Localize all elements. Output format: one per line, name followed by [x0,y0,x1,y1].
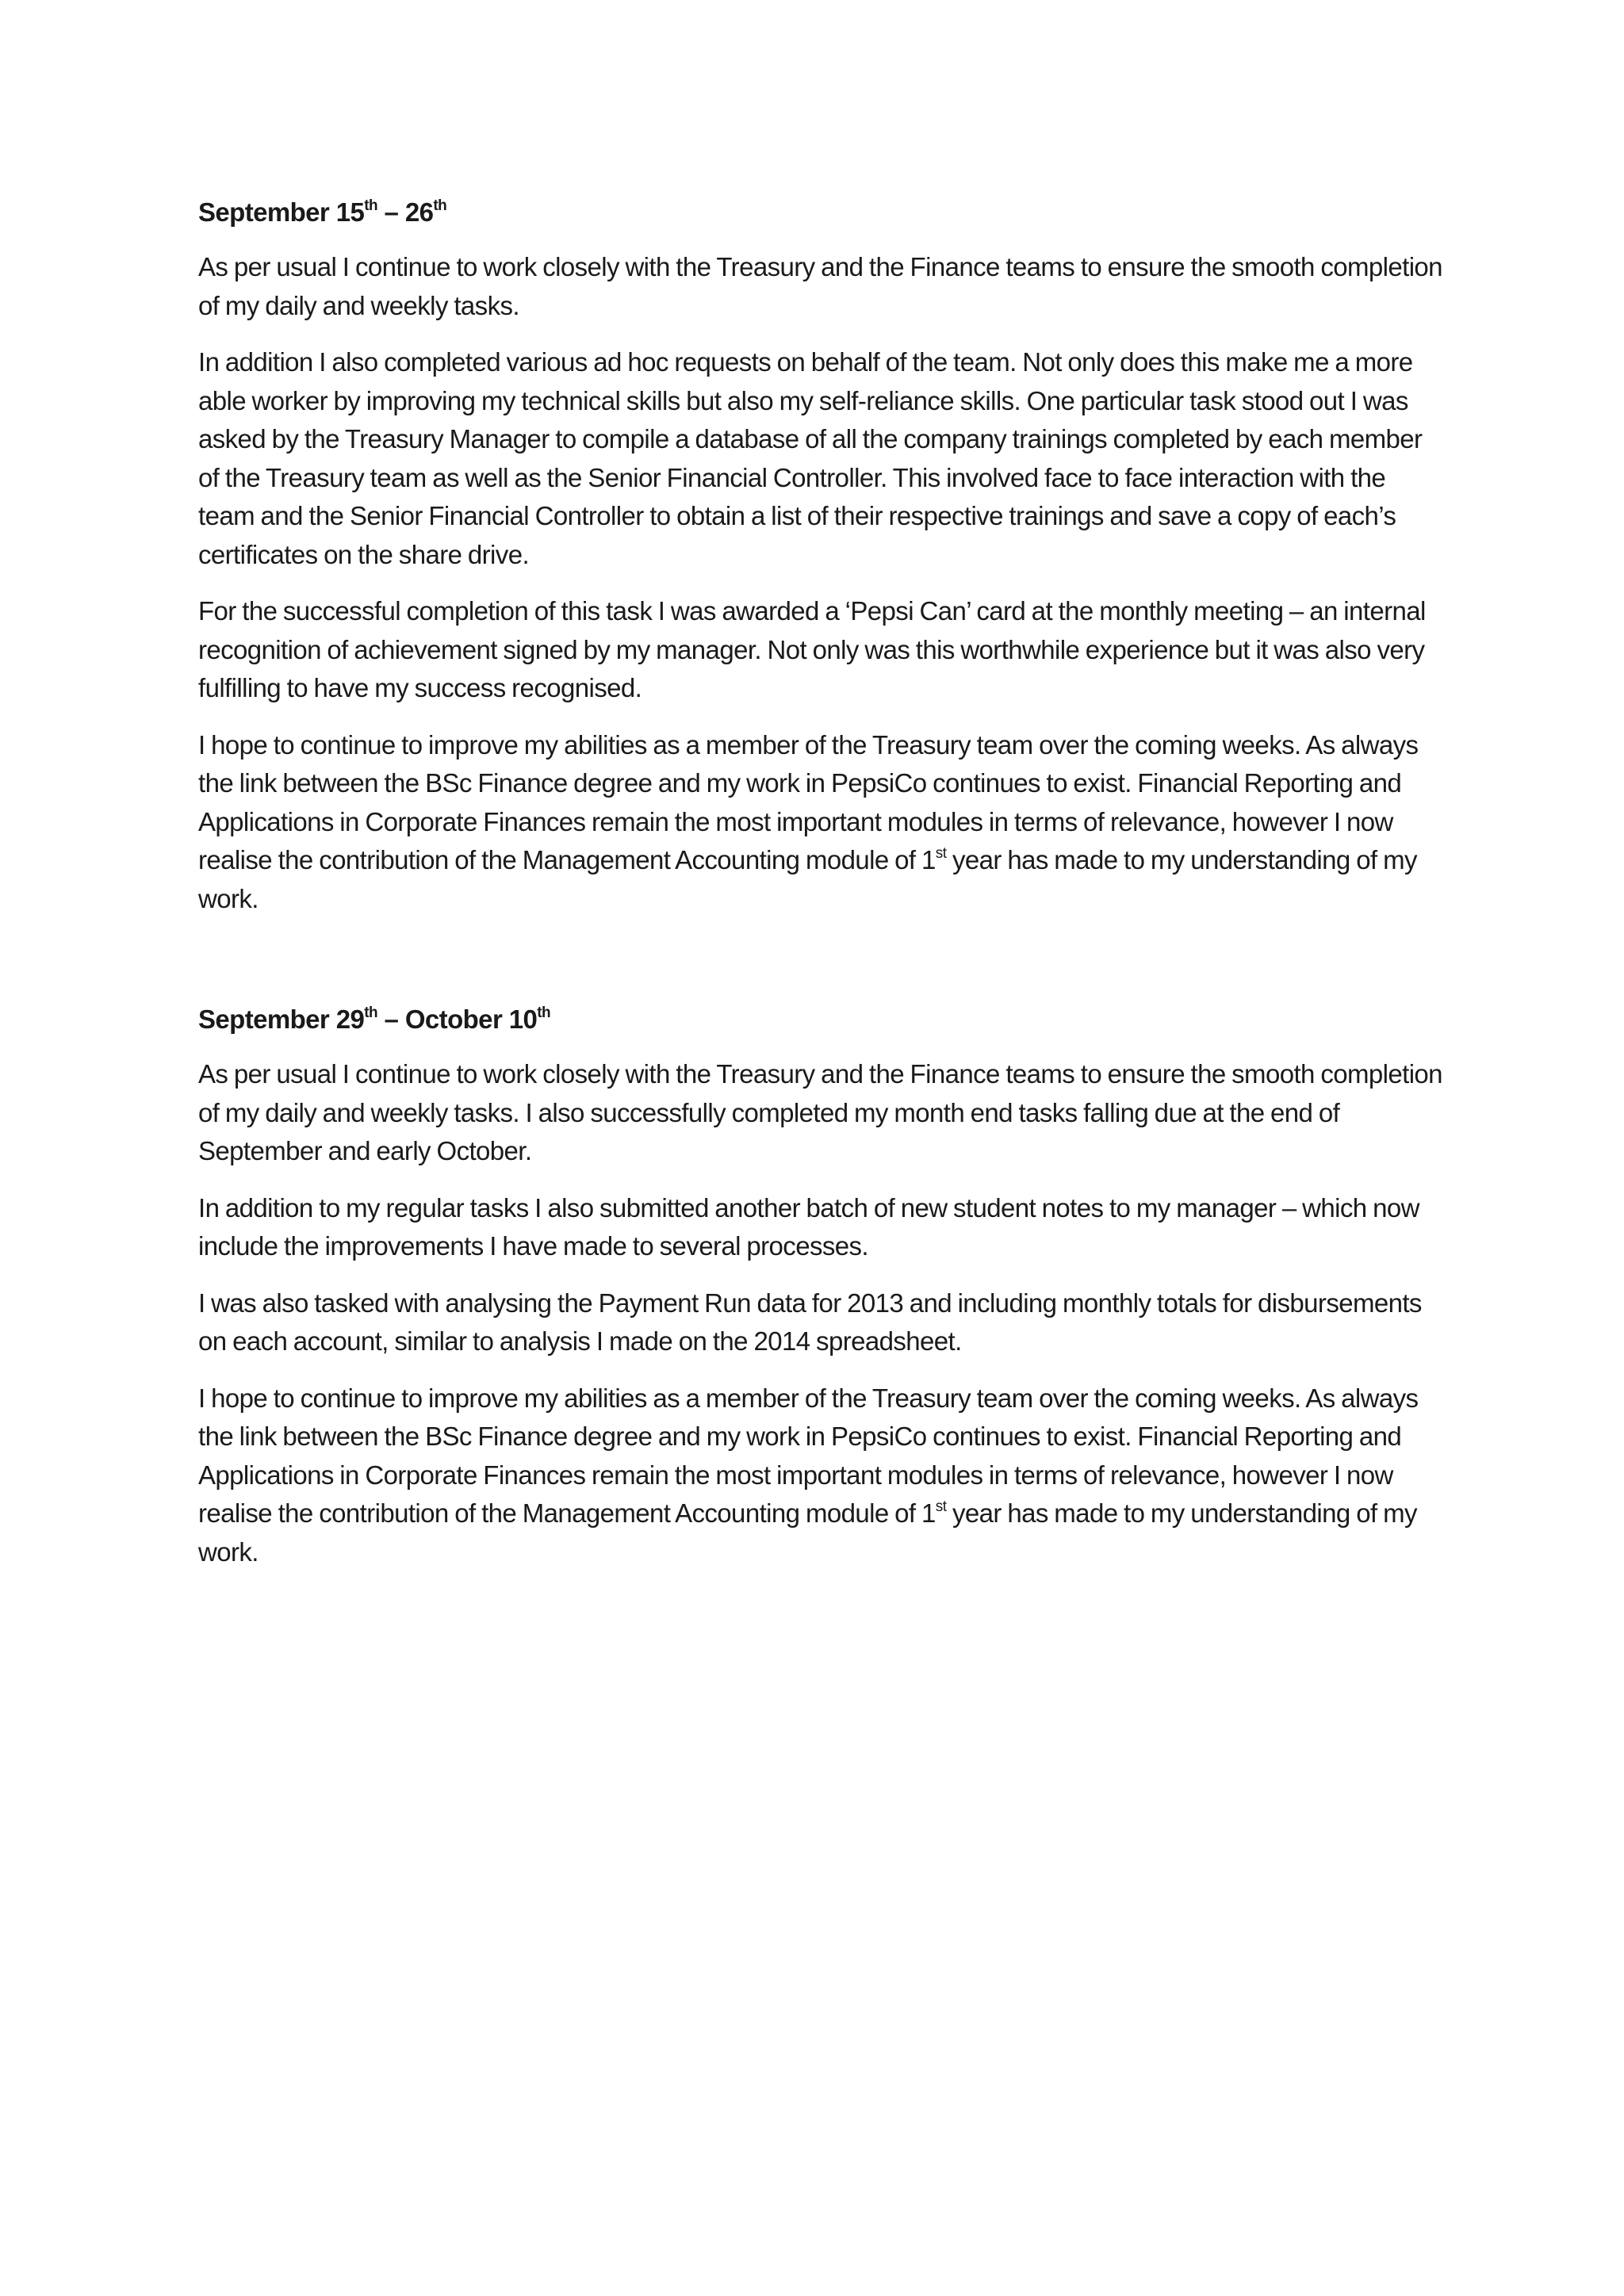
paragraph: In addition I also completed various ad hoc requests on behalf of the team. Not only does this make me a more able worker by improving my technical skills but also my self-reliance skills. One particular task stood out I was asked by the Treasury Manager to compile a database of all the company trainings completed by each member of the Treasury team as well as the Senior Financial Controller. This involved face to face interaction with the team and the Senior Financial Controller to obtain a list of their respective trainings and save a copy of each’s certificates on the share drive. [198,347,1423,569]
heading-start-date: September 29 [198,1004,365,1034]
paragraph-text: year has made to my understanding of my work. [198,845,1417,913]
paragraph [198,1380,1443,1572]
paragraph: As per usual I continue to work closely with the Treasury and the Finance teams to ensure the smooth completion of my daily and weekly tasks. [198,252,1442,320]
paragraph [198,726,1443,919]
document-body [198,194,1443,1590]
entry-heading [198,194,1443,231]
entry-heading [198,1001,1443,1038]
heading-end-suffix: th [537,1004,550,1021]
heading-end-date: – October 10 [377,1004,538,1034]
heading-end-date: – 26 [377,197,434,227]
paragraph: As per usual I continue to work closely with the Treasury and the Finance teams to ensure the smooth completion of my daily and weekly tasks. I also successfully completed my month end tasks falling due at the end of September and early October. [198,1059,1442,1165]
paragraph: For the successful completion of this task I was awarded a ‘Pepsi Can’ card at the monthly meeting – an internal recognition of achievement signed by my manager. Not only was this worthwhile experience but it was also very fulfilling to have my success recognised. [198,596,1426,702]
log-entry [198,1001,1443,1571]
paragraph: In addition to my regular tasks I also submitted another batch of new student notes to my manager – which now include the improvements I have made to several processes. [198,1192,1419,1261]
log-entry [198,194,1443,918]
ordinal-suffix: st [935,845,947,862]
heading-start-suffix: th [364,197,377,214]
heading-start-suffix: th [364,1004,377,1021]
heading-end-suffix: th [433,197,447,214]
paragraph-text: I hope to continue to improve my abilities as a member of the Treasury team over the coming weeks. As always the link between the BSc Finance degree and my work in PepsiCo continues to exist. Financial Reporting and Applications in Corporate Finances remain the most important modules in terms of relevance, however I now realise the contribution of the Management Accounting module of 1 [198,729,1419,874]
paragraph-text: year has made to my understanding of my work. [198,1498,1417,1567]
paragraph: I was also tasked with analysing the Payment Run data for 2013 and including monthly totals for disbursements on each account, similar to analysis I made on the 2014 spreadsheet. [198,1288,1422,1356]
heading-start-date: September 15 [198,197,365,227]
paragraph-text: I hope to continue to improve my abilities as a member of the Treasury team over the coming weeks. As always the link between the BSc Finance degree and my work in PepsiCo continues to exist. Financial Reporting and Applications in Corporate Finances remain the most important modules in terms of relevance, however I now realise the contribution of the Management Accounting module of 1 [198,1383,1419,1528]
ordinal-suffix: st [935,1498,947,1515]
